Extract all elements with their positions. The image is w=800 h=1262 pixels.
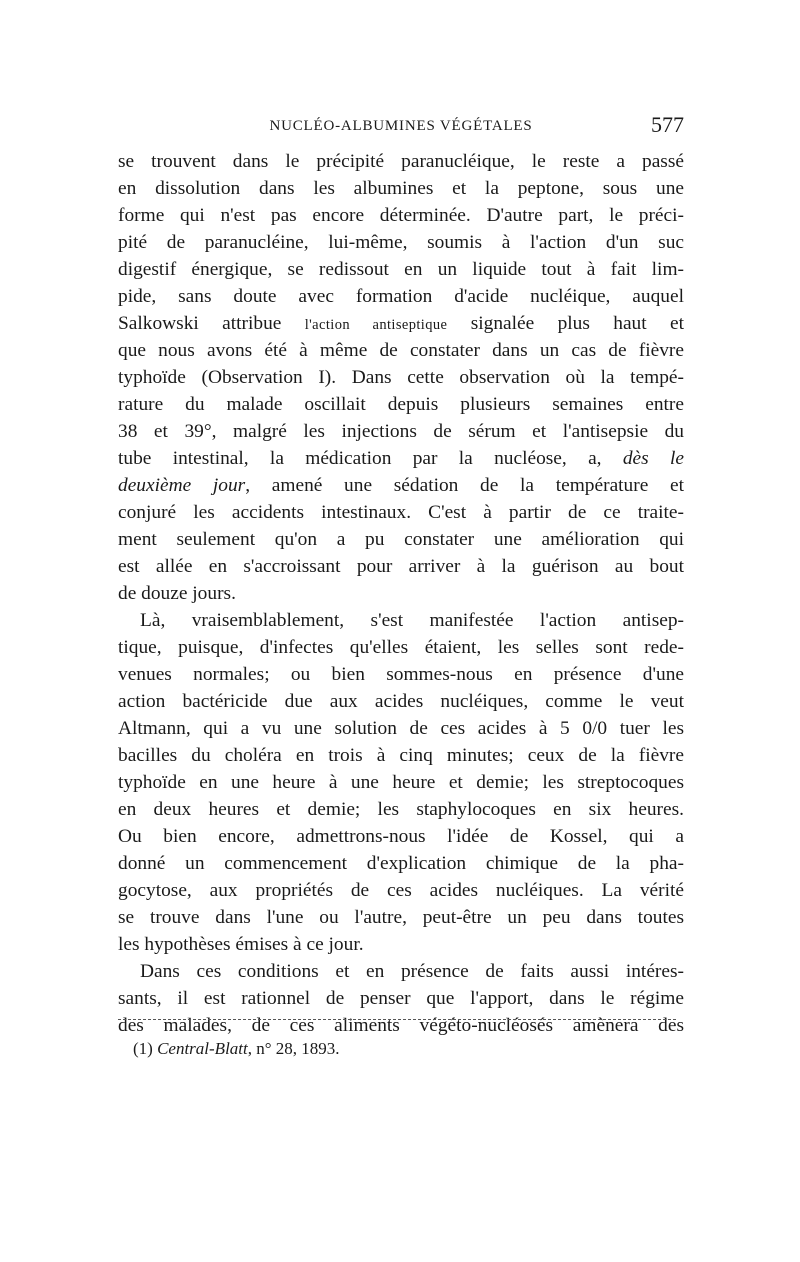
italic-run: deuxième jour	[118, 475, 246, 496]
text-line: se trouvent dans le précipité paranucléique, le reste a passé	[118, 151, 684, 172]
text-line: digestif énergique, se redissout en un liquide tout à fait lim-	[118, 259, 684, 280]
text-line: les hypothèses émises à ce jour.	[118, 934, 364, 955]
text-line: pide, sans doute avec formation d'acide nucléique, auquel	[118, 286, 684, 307]
text-line: gocytose, aux propriétés de ces acides nucléiques. La vérité	[118, 880, 684, 901]
text-run: Salkowski attribue	[118, 313, 305, 334]
text-line: Altmann, qui a vu une solution de ces acides à 5 0/0 tuer les	[118, 718, 684, 739]
footnote-marker: (1)	[133, 1039, 158, 1058]
text-line: en dissolution dans les albumines et la peptone, sous une	[118, 178, 684, 199]
footnote-details: , n° 28, 1893.	[247, 1039, 340, 1058]
text-line: typhoïde en une heure à une heure et demie; les streptocoques	[118, 772, 684, 793]
text-line	[118, 445, 684, 472]
text-line: Dans ces conditions et en présence de faits aussi intéres-	[140, 961, 684, 982]
small-caps-run: l'action antiseptique	[304, 317, 448, 333]
text-line: est allée en s'accroissant pour arriver à la guérison au bout	[118, 556, 684, 577]
footnote-rule	[118, 1019, 676, 1020]
text-line: Là, vraisemblablement, s'est manifestée l'action antisep-	[140, 610, 684, 631]
text-line: se trouve dans l'une ou l'autre, peut-être un peu dans toutes	[118, 907, 684, 928]
text-line: rature du malade oscillait depuis plusieurs semaines entre	[118, 394, 684, 415]
text-line: tique, puisque, d'infectes qu'elles étaient, les selles sont rede-	[118, 637, 684, 658]
body-text	[118, 148, 684, 1039]
text-line	[118, 472, 684, 499]
text-line: bacilles du choléra en trois à cinq minutes; ceux de la fièvre	[118, 745, 684, 766]
text-line: Ou bien encore, admettrons-nous l'idée de Kossel, qui a	[118, 826, 684, 847]
text-line: sants, il est rationnel de penser que l'apport, dans le régime	[118, 988, 684, 1009]
text-run: , amené une sédation de la température et	[245, 475, 685, 496]
text-line: pité de paranucléine, lui-même, soumis à l'action d'un suc	[118, 232, 684, 253]
footnote	[133, 1039, 340, 1059]
text-line: forme qui n'est pas encore déterminée. D'autre part, le préci-	[118, 205, 684, 226]
running-title: NUCLÉO-ALBUMINES VÉGÉTALES	[269, 118, 533, 134]
text-line: des malades, de ces aliments végéto-nucléosés amènera des	[118, 1015, 684, 1036]
text-line: en deux heures et demie; les staphylocoques en six heures.	[118, 799, 684, 820]
text-line: venues normales; ou bien sommes-nous en présence d'une	[118, 664, 684, 685]
text-line: que nous avons été à même de constater dans un cas de fièvre	[118, 340, 684, 361]
text-line: conjuré les accidents intestinaux. C'est à partir de ce traite-	[118, 502, 684, 523]
page-number: 577	[651, 112, 684, 137]
text-run: signalée plus haut et	[447, 313, 684, 334]
footnote-source: Central-Blatt	[157, 1039, 248, 1058]
running-head	[118, 112, 684, 142]
text-line: action bactéricide due aux acides nucléiques, comme le veut	[118, 691, 684, 712]
text-line: ment seulement qu'on a pu constater une amélioration qui	[118, 529, 684, 550]
text-line: de douze jours.	[118, 583, 236, 604]
italic-run: dès le	[622, 448, 684, 469]
text-line: 38 et 39°, malgré les injections de sérum et l'antisepsie du	[118, 421, 684, 442]
text-line: donné un commencement d'explication chimique de la pha-	[118, 853, 684, 874]
text-line	[118, 310, 684, 337]
text-run: tube intestinal, la médication par la nucléose, a,	[118, 448, 623, 469]
text-line: typhoïde (Observation I). Dans cette observation où la tempé-	[118, 367, 684, 388]
